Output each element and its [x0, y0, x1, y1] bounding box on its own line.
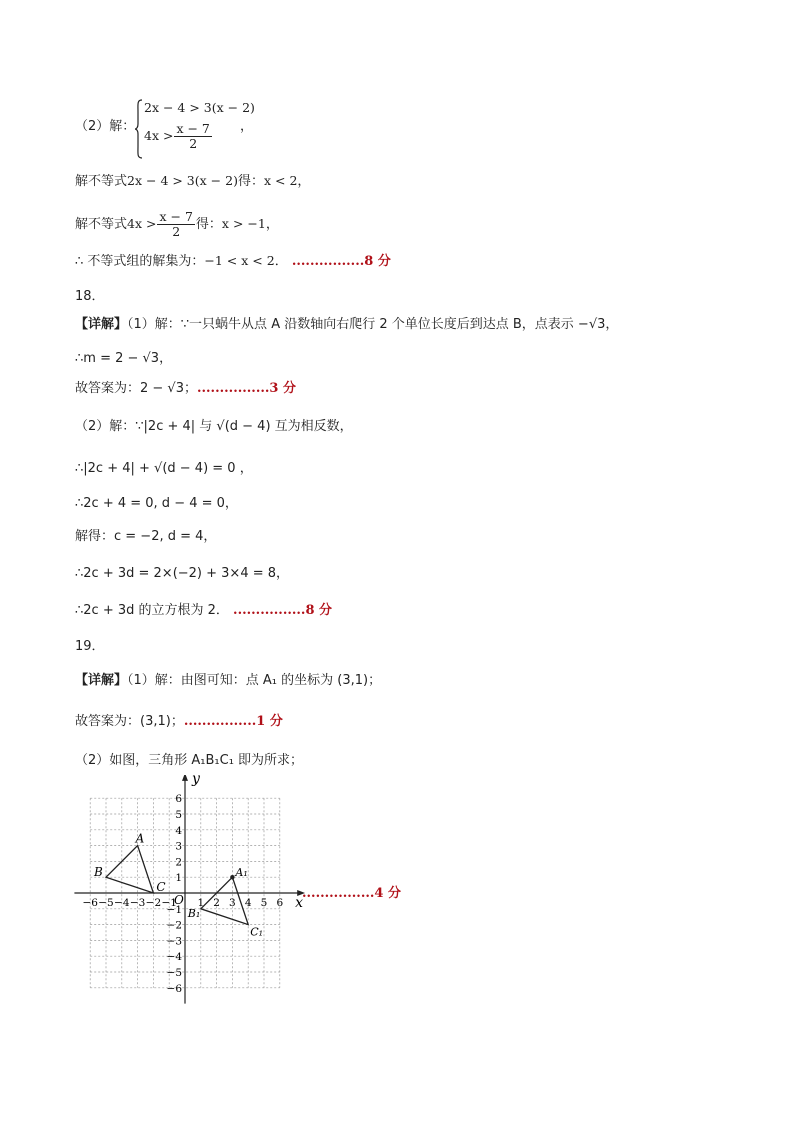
x-tick-label: 4: [244, 897, 252, 909]
q18-line6: ∴2c + 4 = 0, d − 4 = 0，: [75, 496, 238, 511]
y-tick-label: −3: [166, 935, 182, 948]
score-8b: ................8 分: [233, 603, 333, 618]
x-tick-label: −6: [82, 897, 98, 909]
q18-line2: ∴m = 2 − √3，: [75, 351, 173, 366]
label-c1: C₁: [250, 925, 264, 939]
x-tick-label: −1: [161, 897, 177, 909]
label-b1: B₁: [187, 906, 201, 920]
q18-line9: ∴2c + 3d 的立方根为 2． ................8 分: [75, 603, 333, 618]
q19-line1: 【详解】（1）解：由图可知：点 A₁ 的坐标为 (3,1)；: [75, 673, 382, 688]
q18-line5: ∴|2c + 4| + √(d − 4) = 0 ，: [75, 461, 253, 476]
system-eq1: 2x − 4 > 3(x − 2): [144, 100, 255, 115]
x-tick-label: −2: [145, 897, 162, 909]
score-8: ................8 分: [291, 254, 391, 269]
y-axis-label: y: [192, 775, 200, 787]
y-tick-label: −6: [166, 982, 182, 995]
axes: [74, 775, 305, 1004]
triangle-abc: [106, 846, 153, 893]
point-a1-dot: [230, 875, 234, 879]
label-a: A: [135, 831, 145, 846]
score-3: ................3 分: [196, 381, 296, 396]
x-tick-label: −3: [129, 897, 146, 909]
q18-line4: （2）解：∵|2c + 4| 与 √(d − 4) 互为相反数，: [75, 419, 353, 434]
label-a1: A₁: [235, 866, 248, 880]
y-tick-label: 6: [175, 793, 182, 806]
q18-number: 18．: [75, 289, 105, 304]
y-tick-label: 2: [175, 856, 182, 869]
x-tick-label: 3: [229, 897, 236, 909]
sol2-line: 解不等式4x > $\frac{x - 7}{2}$ 得：x > −1，: [75, 209, 279, 239]
p2-comma: ，: [240, 119, 254, 134]
x-tick-label: 5: [260, 897, 268, 909]
triangle-a1b1c1: [201, 877, 248, 924]
score-4: ................4 分: [302, 886, 401, 901]
x-tick-label: −5: [98, 897, 114, 909]
x-tick-label: 6: [276, 897, 284, 909]
p2-label: （2）解：: [75, 119, 136, 134]
label-c: C: [156, 880, 166, 894]
x-tick-label: −4: [114, 897, 130, 909]
x-axis-label: x: [295, 895, 304, 911]
q18-line3: 故答案为：2 − √3；................3 分: [75, 381, 296, 396]
q19-line2: 故答案为：(3,1)；................1 分: [75, 714, 283, 729]
q18-line8: ∴2c + 3d = 2×(−2) + 3×4 = 8，: [75, 566, 290, 581]
y-tick-label: 1: [175, 872, 182, 885]
y-tick-label: −5: [166, 967, 182, 979]
y-tick-label: 5: [175, 809, 182, 821]
q19-number: 19．: [75, 639, 105, 654]
y-axis-arrow: [182, 775, 188, 781]
sol3-line: ∴ 不等式组的解集为：−1 < x < 2． ................8 分: [75, 253, 391, 269]
y-tick-label: −4: [166, 951, 182, 964]
x-tick-label: 2: [213, 897, 220, 909]
x-tick-label: 1: [197, 897, 205, 909]
q18-line7: 解得：c = −2, d = 4，: [75, 529, 217, 544]
y-tick-label: −1: [166, 903, 182, 916]
origin-label: O: [174, 893, 184, 907]
sol1-line: 解不等式2x − 4 > 3(x − 2)得：x < 2，: [75, 173, 311, 189]
y-tick-label: −2: [166, 919, 182, 932]
y-tick-label: 4: [175, 824, 182, 837]
left-brace-icon: [134, 98, 144, 160]
y-tick-label: 3: [175, 840, 182, 853]
score-1: ................1 分: [183, 714, 283, 729]
q18-line1: 【详解】（1）解：∵一只蜗牛从点 A 沿数轴向右爬行 2 个单位长度后到达点 B，点表示 −√3，: [75, 317, 619, 332]
q19-line3: （2）如图，三角形 A₁B₁C₁ 即为所求；: [75, 753, 304, 768]
system-eq2: 4x > $\frac{x - 7}{2}$: [144, 121, 210, 151]
label-b: B: [94, 865, 103, 880]
